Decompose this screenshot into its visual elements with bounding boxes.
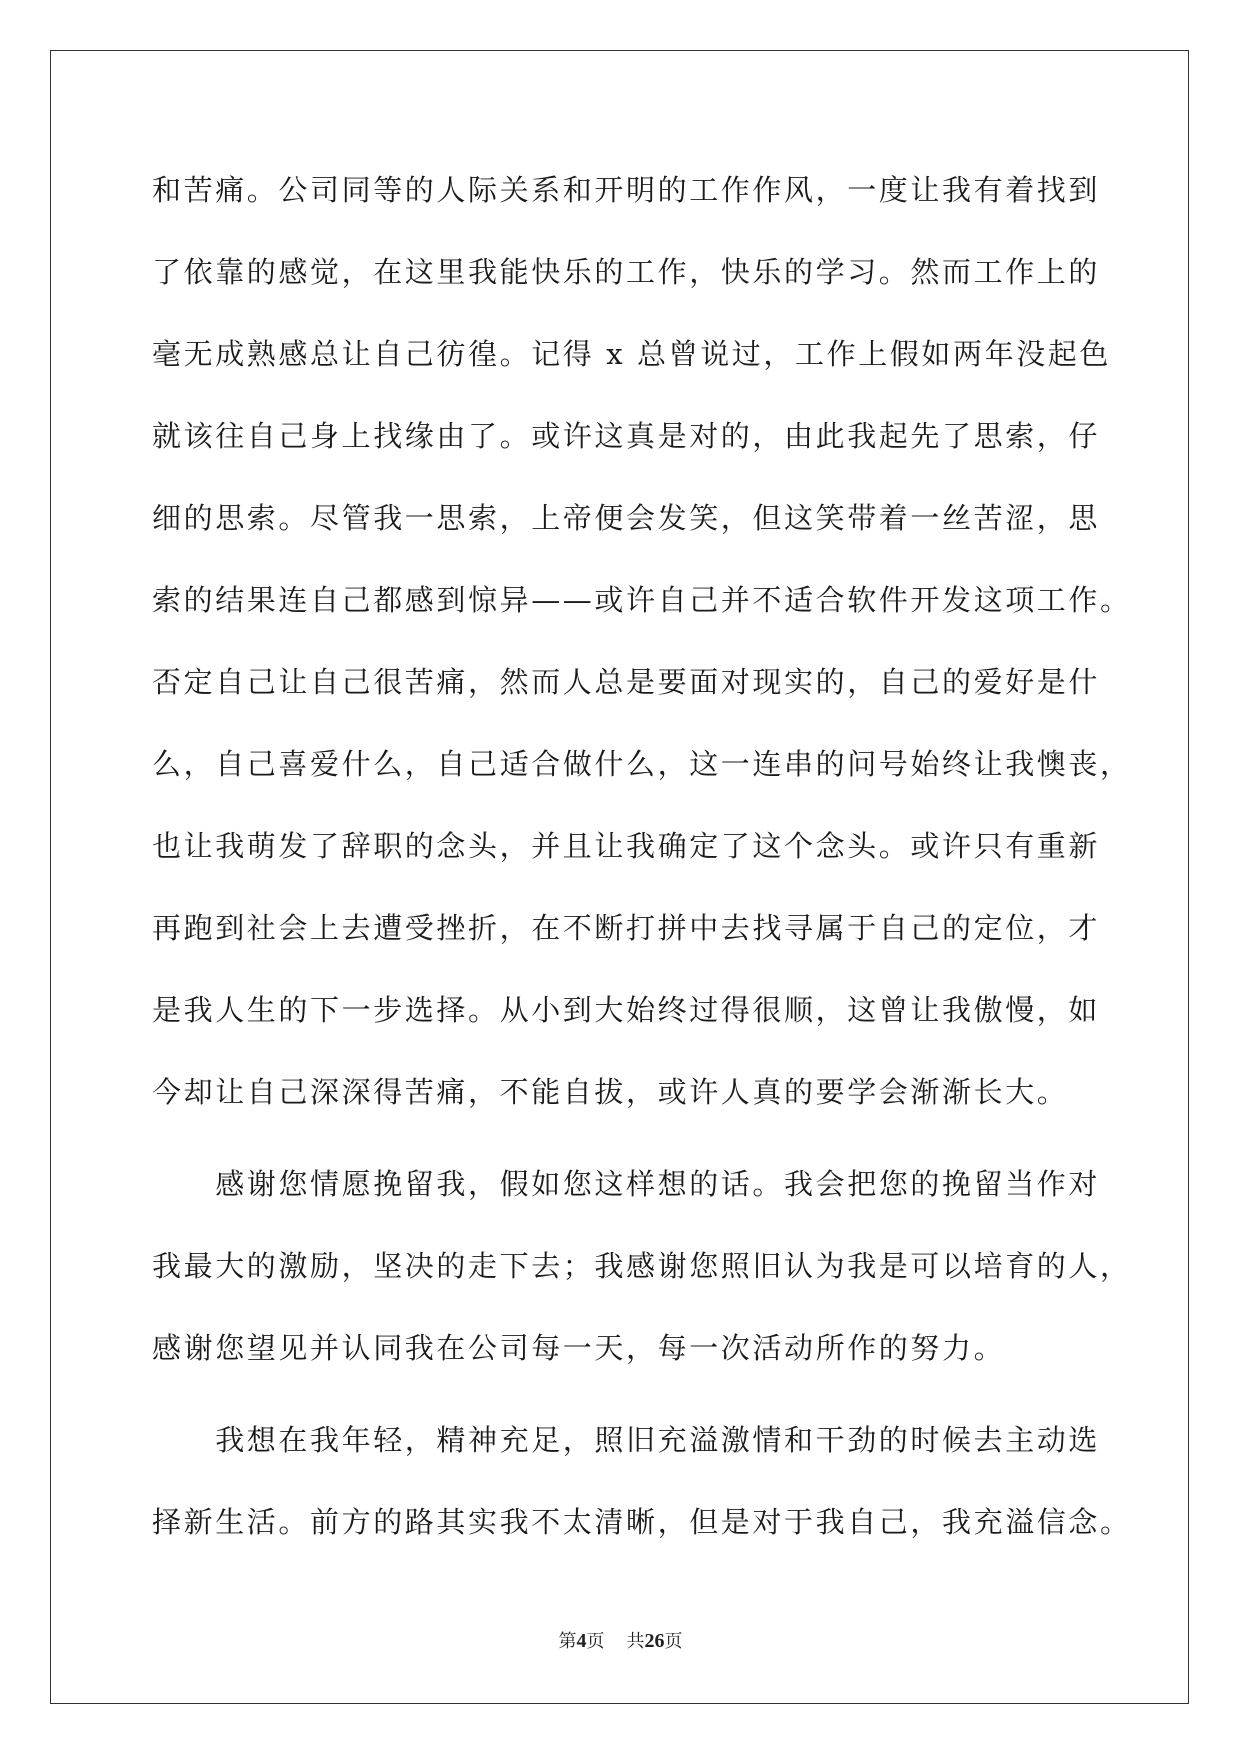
text-line: 感谢您情愿挽留我，假如您这样想的话。我会把您的挽留当作对 xyxy=(152,1167,1101,1201)
paragraph-1 xyxy=(152,160,1132,1144)
total-suffix: 页 xyxy=(664,1631,683,1652)
document-body xyxy=(152,160,1132,1574)
text-line: 再跑到社会上去遭受挫折，在不断打拼中去找寻属于自己的定位，才 xyxy=(152,911,1101,945)
text-line: 和苦痛。公司同等的人际关系和开明的工作作风，一度让我有着找到 xyxy=(152,173,1101,207)
page-prefix: 第 xyxy=(558,1631,577,1652)
text-line: 否定自己让自己很苦痛，然而人总是要面对现实的，自己的爱好是什 xyxy=(152,665,1101,699)
text-line: 我想在我年轻，精神充足，照旧充溢激情和干劲的时候去主动选 xyxy=(152,1423,1101,1457)
text-line: 今却让自己深深得苦痛，不能自拔，或许人真的要学会渐渐长大。 xyxy=(152,1075,1069,1109)
total-prefix: 共 xyxy=(626,1631,645,1652)
text-line: 择新生活。前方的路其实我不太清晰，但是对于我自己，我充溢信念。 xyxy=(152,1505,1132,1539)
total-pages-number: 26 xyxy=(644,1630,665,1652)
text-line: 感谢您望见并认同我在公司每一天，每一次活动所作的努力。 xyxy=(152,1331,1006,1365)
text-line: 了依靠的感觉，在这里我能快乐的工作，快乐的学习。然而工作上的 xyxy=(152,255,1101,289)
current-page-number: 4 xyxy=(576,1630,587,1652)
page-suffix: 页 xyxy=(586,1631,605,1652)
paragraph-3 xyxy=(152,1410,1132,1574)
text-line: 也让我萌发了辞职的念头，并且让我确定了这个念头。或许只有重新 xyxy=(152,829,1101,863)
page-footer xyxy=(0,1627,1241,1653)
paragraph-2 xyxy=(152,1154,1132,1400)
text-line: 就该往自己身上找缘由了。或许这真是对的，由此我起先了思索，仔 xyxy=(152,419,1101,453)
text-line: 索的结果连自己都感到惊异——或许自己并不适合软件开发这项工作。 xyxy=(152,583,1132,617)
text-line: 我最大的激励，坚决的走下去；我感谢您照旧认为我是可以培育的人， xyxy=(152,1249,1132,1283)
text-line: 是我人生的下一步选择。从小到大始终过得很顺，这曾让我傲慢，如 xyxy=(152,993,1101,1027)
text-line: 毫无成熟感总让自己彷徨。记得 x 总曾说过，工作上假如两年没起色 xyxy=(152,337,1111,371)
text-line: 细的思索。尽管我一思索，上帝便会发笑，但这笑带着一丝苦涩，思 xyxy=(152,501,1101,535)
text-line: 么，自己喜爱什么，自己适合做什么，这一连串的问号始终让我懊丧， xyxy=(152,747,1132,781)
